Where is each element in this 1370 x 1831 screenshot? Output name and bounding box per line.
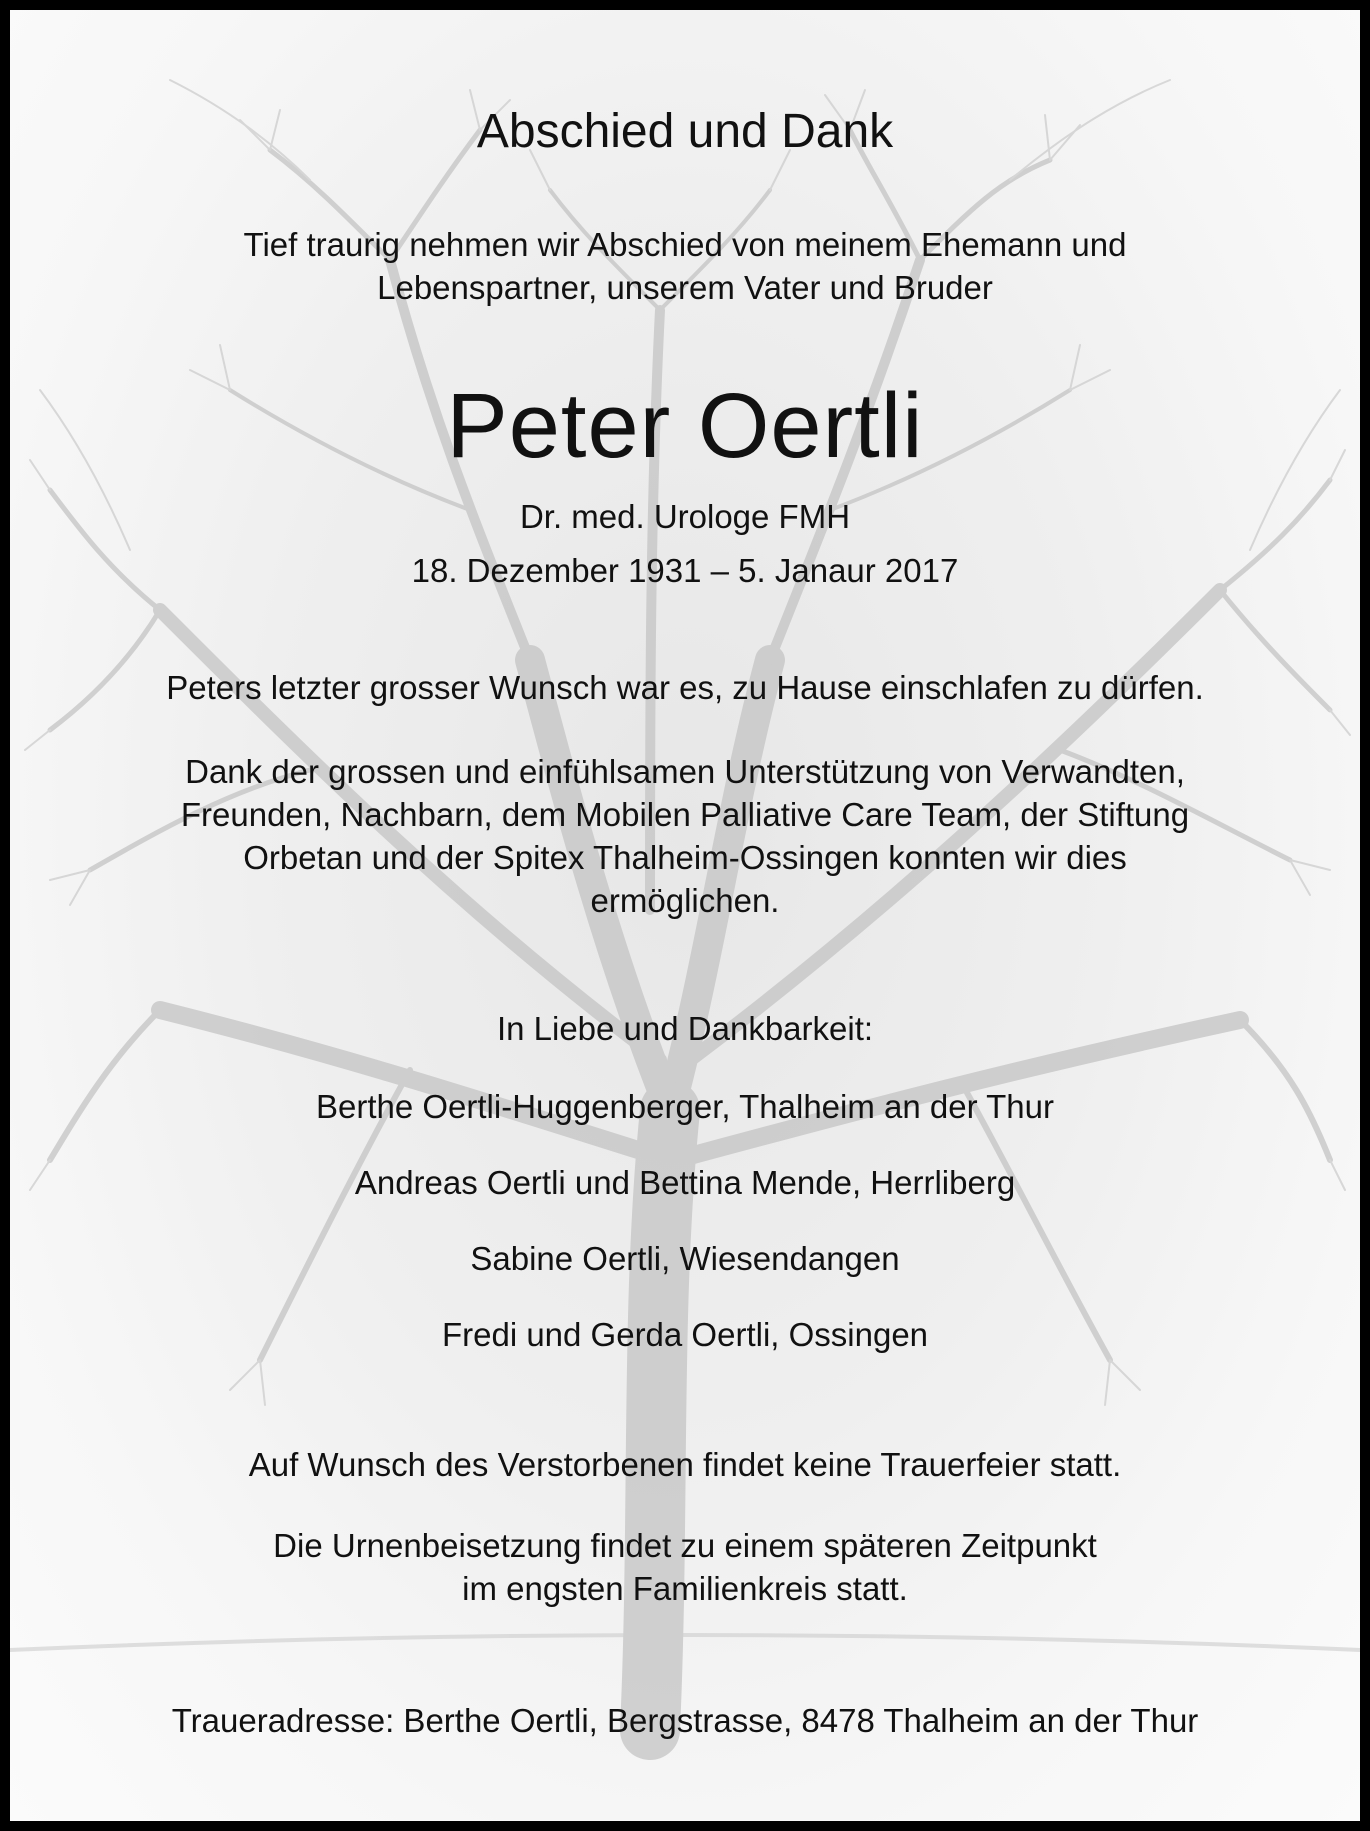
thanks-line: ermöglichen.: [590, 882, 780, 919]
urn-burial-paragraph: [10, 1524, 1360, 1610]
thanks-line: Dank der grossen und einfühlsamen Unterstützung von Verwandten,: [185, 753, 1185, 790]
last-wish-text: Peters letzter grosser Wunsch war es, zu Hause einschlafen zu dürfen.: [166, 669, 1204, 706]
urn-line: im engsten Familienkreis statt.: [462, 1570, 908, 1607]
family-member: Sabine Oertli, Wiesendangen: [470, 1240, 900, 1277]
family-member: Andreas Oertli und Bettina Mende, Herrliberg: [354, 1164, 1016, 1201]
mourning-address: Traueradresse: Berthe Oertli, Bergstrasse, 8478 Thalheim an der Thur: [171, 1702, 1199, 1739]
family-member: Fredi und Gerda Oertli, Ossingen: [441, 1316, 929, 1353]
thanks-paragraph: [10, 750, 1360, 922]
family-list: [10, 1085, 1360, 1389]
intro-line: Lebenspartner, unserem Vater und Bruder: [377, 269, 993, 306]
urn-line: Die Urnenbeisetzung findet zu einem späteren Zeitpunkt: [273, 1527, 1097, 1564]
life-dates: 18. Dezember 1931 – 5. Janaur 2017: [411, 552, 959, 589]
family-member: Berthe Oertli-Huggenberger, Thalheim an der Thur: [315, 1088, 1055, 1125]
intro-paragraph: [10, 223, 1360, 309]
deceased-profession: Dr. med. Urologe FMH: [519, 498, 851, 535]
notice-heading: Abschied und Dank: [476, 105, 894, 158]
intro-line: Tief traurig nehmen wir Abschied von meinem Ehemann und: [243, 226, 1127, 263]
deceased-name: Peter Oertli: [446, 375, 924, 477]
thanks-line: Freunden, Nachbarn, dem Mobilen Palliative Care Team, der Stiftung: [180, 796, 1190, 833]
thanks-line: Orbetan und der Spitex Thalheim-Ossingen konnten wir dies: [243, 839, 1127, 876]
ceremony-note: Auf Wunsch des Verstorbenen findet keine Trauerfeier statt.: [248, 1446, 1122, 1483]
love-and-gratitude-line: In Liebe und Dankbarkeit:: [496, 1010, 874, 1047]
